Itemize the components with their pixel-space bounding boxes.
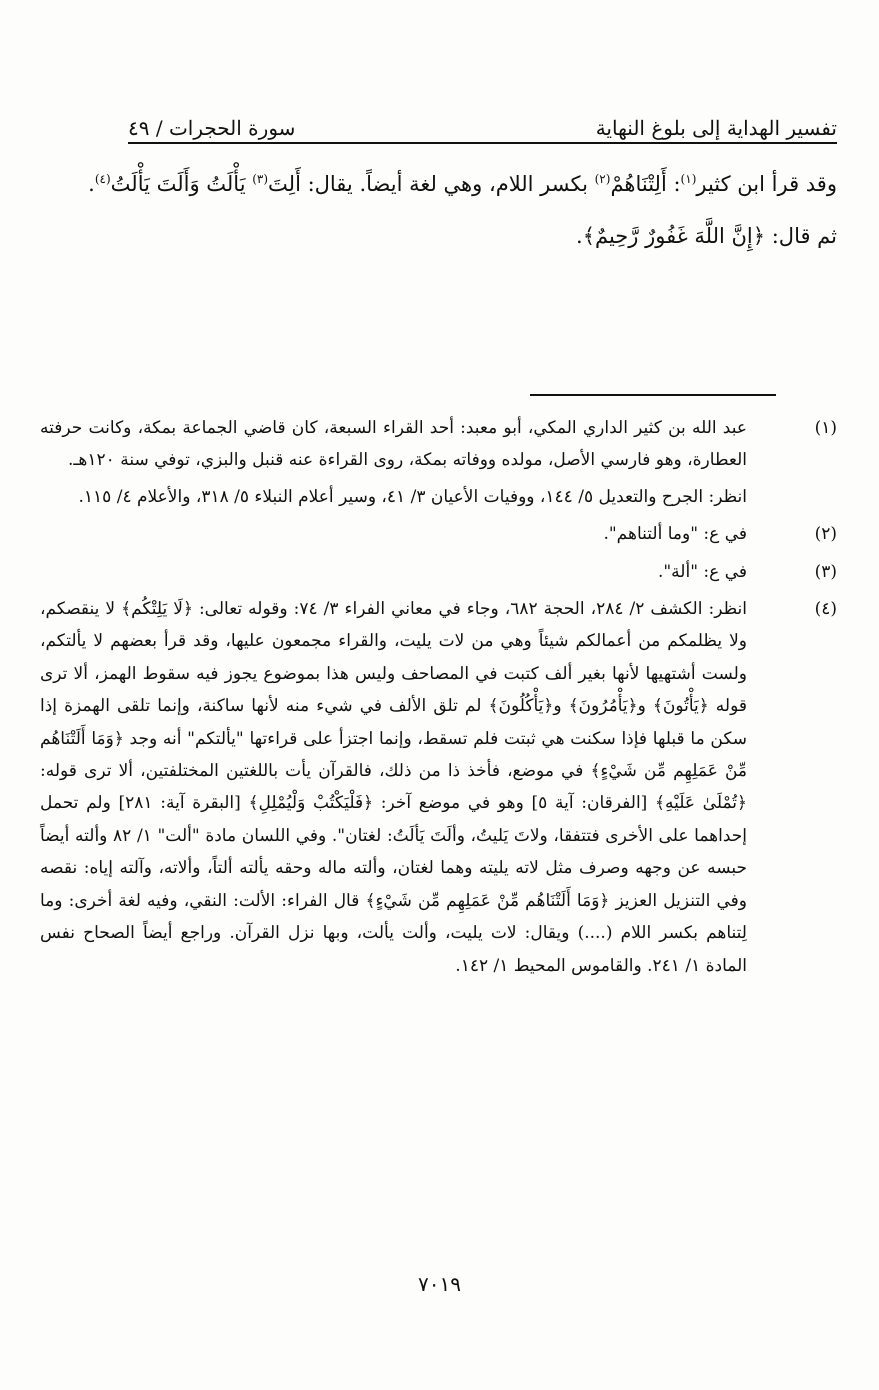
footnotes [40, 412, 837, 987]
footnote-number: (٤) [814, 599, 837, 620]
book-title: تفسير الهداية إلى بلوغ النهاية [595, 116, 837, 140]
footnote-text: في ع: "ألة". [657, 561, 747, 582]
footnote-text: انظر: الجرح والتعديل ٥/ ١٤٤، ووفيات الأعيان ٣/ ٤١، وسير أعلام النبلاء ٥/ ٣١٨، والأعلام ٤/ ١١٥. [78, 486, 747, 507]
footnote-number: (١) [814, 418, 837, 438]
footnote-number: (٢) [814, 524, 837, 545]
footnote-text: انظر: الكشف ٢/ ٢٨٤، الحجة ٦٨٢، وجاء في معاني الفراء ٣/ ٧٤: وقوله تعالى: ﴿لَا يَلِتْكُم﴾ لا ينقصكم، ولا يظلمكم من أعمالكم شيئاً وهي من لات يليت، والقراء مجمعون عليها، وقد قرأ بعضهم لا يألتكم، ولست أشتهيها لأنها بغير ألف كتبت في المصاحف وليس هذا بموضوع يجوز فيه سقوط الهمز، ألا ترى قوله ﴿يَأْتُونَ﴾ و﴿يَأْمُرُونَ﴾ و﴿يَأْكُلُونَ﴾ لم تلق الألف في شيء منه لأنها ساكنة، وإنما تلقى الهمزة إذا سكن ما قبلها فإذا سكنت هي ثبتت فلم تسقط، وإنما اجتزأ على قراءتها "يألتكم" أنه وجد ﴿وَمَا أَلَتْنَاهُم مِّنْ عَمَلِهِم مِّن شَيْءٍ﴾ في موضع، فأخذ ذا من ذلك، فالقرآن يأت باللغتين المختلفتين، ألا ترى قوله: ﴿تُمْلَىٰ عَلَيْهِ﴾ [الفرقان: آية ٥] وهو في موضع آخر: ﴿فَلْيَكْتُبْ وَلْيُمْلِلِ﴾ [البقرة آية: ٢٨١] ولم تحمل إحداهما على الأخرى فتتفقا، ولاتَ يَليتُ، وألَتَ يَألَتُ: لغتان". وفي اللسان مادة "ألت" ١/ ٨٢ وألته أيضاً حبسه عن وجهه وصرف مثل لاته يليته وهما لغتان، وألته ماله وحقه يألته ألتاً، وألاته، وآلته إياه: نقصه وفي التنزيل العزيز ﴿وَمَا أَلَتْنَاهُم مِّنْ عَمَلِهِم مِّن شَيْءٍ﴾ قال الفراء: الألت: النقي، وفيه لغة أخرى: وما لِتناهم بكسر اللام (....) ويقال: لات يليت، وألت يألت، وبها نزل القرآن. وراجع أيضاً الصحاح نفس المادة ١/ ٢٤١. والقاموس المحيط ١/ ١٤٢. [40, 599, 747, 976]
main-text-segment: : أَلِتْنَاهُمْ [610, 172, 681, 196]
footnote-ref-4[interactable]: (٤) [94, 172, 111, 186]
verse-line: ثم قال: ﴿إِنَّ اللَّهَ غَفُورٌ رَّحِيمٌ﴾. [576, 224, 837, 248]
footnote-4 [40, 593, 837, 982]
footnote-text: في ع: "وما ألتناهم". [603, 524, 747, 545]
main-text-segment: يَأْلَتُ وَأَلَتَ يَأْلَتُ [110, 172, 253, 196]
main-paragraph [40, 160, 837, 208]
surah-page-label: سورة الحجرات / ٤٩ [128, 116, 296, 140]
main-text-segment: بكسر اللام، وهي لغة أيضاً. يقال: أَلِتَ [268, 172, 595, 196]
main-text-segment: وقد قرأ ابن كثير [696, 172, 837, 196]
footnote-2 [40, 518, 837, 550]
footnote-ref-2[interactable]: (٢) [594, 172, 611, 186]
footnote-1 [40, 412, 837, 513]
footnote-3 [40, 556, 837, 588]
page-number: ٧٠١٩ [418, 1272, 461, 1296]
footnote-ref-1[interactable]: (١) [680, 172, 697, 186]
footnote-ref-3[interactable]: (٣) [252, 172, 269, 186]
footnote-number: (٣) [814, 561, 837, 582]
footnote-text: عبد الله بن كثير الداري المكي، أبو معبد: أحد القراء السبعة، كان قاضي الجماعة بمكة، وكانت حرفته العطارة، وهو فارسي الأصل، مولده ووفاته بمكة، روى القراءة عنه قنبل والبزي، توفي سنة ١٢٠هـ. [40, 418, 747, 471]
main-text [40, 160, 837, 260]
running-header [128, 100, 837, 144]
footnote-separator [530, 394, 776, 396]
main-text-segment: . [88, 172, 95, 196]
